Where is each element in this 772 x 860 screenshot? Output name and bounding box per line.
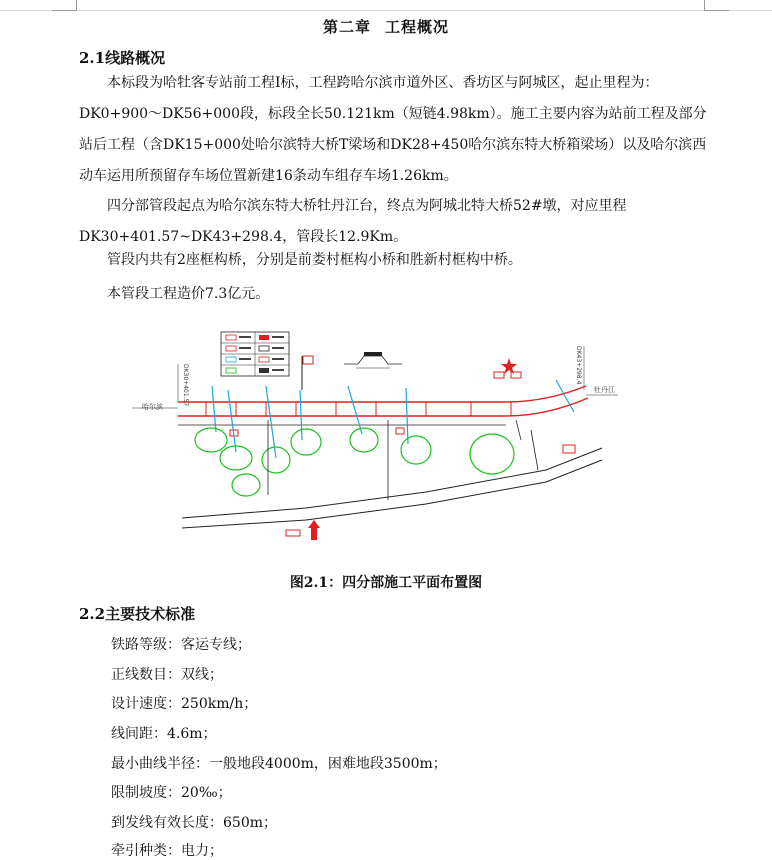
road-lower <box>182 448 602 528</box>
standard-item: 限制坡度：20‰； <box>111 785 232 801</box>
standard-item: 正线数目：双线； <box>111 667 223 683</box>
legend-table <box>221 332 289 376</box>
star-marker <box>494 358 521 378</box>
standard-item: 线间距：4.6m； <box>111 726 217 742</box>
standard-item: 到发线有效长度：650m； <box>111 815 277 831</box>
mileage-left-label: DK30+401.57 <box>182 364 189 407</box>
paragraph-section-range: 四分部管段起点为哈尔滨东特大桥牡丹江台，终点为阿城北特大桥52#墩，对应里程DK30+401.57~DK43+298.4，管段长12.9Km。 <box>79 198 627 245</box>
cross-section-sketch <box>344 352 402 368</box>
standard-item: 铁路等级：客运专线； <box>111 637 251 653</box>
work-area-bubbles <box>195 428 514 496</box>
standard-item: 牵引种类：电力； <box>111 843 223 859</box>
chapter-name: 工程概况 <box>385 18 450 36</box>
figure-caption: 图2.1：四分部施工平面布置图 <box>289 575 483 591</box>
paragraph-scope: 本标段为哈牡客专站前工程Ⅰ标，工程跨哈尔滨市道外区、香坊区与阿城区，起止里程为：DK0+900～DK56+000段，标段全长50.121km（短链4.98km）。施工主要内容为站前工程及部分站后工程（含DK15+000处哈尔滨特大桥T梁场和DK28+450哈尔滨东特大桥箱梁场）以及哈尔滨西动车运用所预留存车场位置新建16条动车组存车场1.26km。 <box>79 75 707 184</box>
chapter-title <box>0 16 772 37</box>
flag-marker-left <box>302 356 313 390</box>
section-heading-overview: 2.1线路概况 <box>79 49 166 67</box>
page-top-edge <box>0 0 772 11</box>
railway-track <box>178 386 588 425</box>
mileage-right-label: DK43+298.4 <box>575 346 582 385</box>
section-heading-standards: 2.2主要技术标准 <box>79 605 196 623</box>
label-mudanjiang: 牡丹江 <box>594 386 615 394</box>
paragraph-cost: 本管段工程造价7.3亿元。 <box>107 286 270 302</box>
margin-mark-right <box>704 0 729 11</box>
pier-lines <box>268 420 538 500</box>
margin-mark-left <box>52 0 77 11</box>
paragraph-frame-bridges: 管段内共有2座框构桥，分别是前娄村框构小桥和胜新村框构中桥。 <box>107 252 522 268</box>
site-layout-drawing <box>126 320 656 550</box>
label-harbin: 哈尔滨 <box>142 403 163 411</box>
chapter-number: 第二章 <box>322 18 371 36</box>
standard-item: 设计速度：250km/h； <box>111 696 258 712</box>
standard-item: 最小曲线半径：一般地段4000m，困难地段3500m； <box>111 756 447 772</box>
red-arrow-marker <box>308 520 320 540</box>
site-layout-figure <box>126 320 656 550</box>
bubble-links <box>212 380 574 458</box>
